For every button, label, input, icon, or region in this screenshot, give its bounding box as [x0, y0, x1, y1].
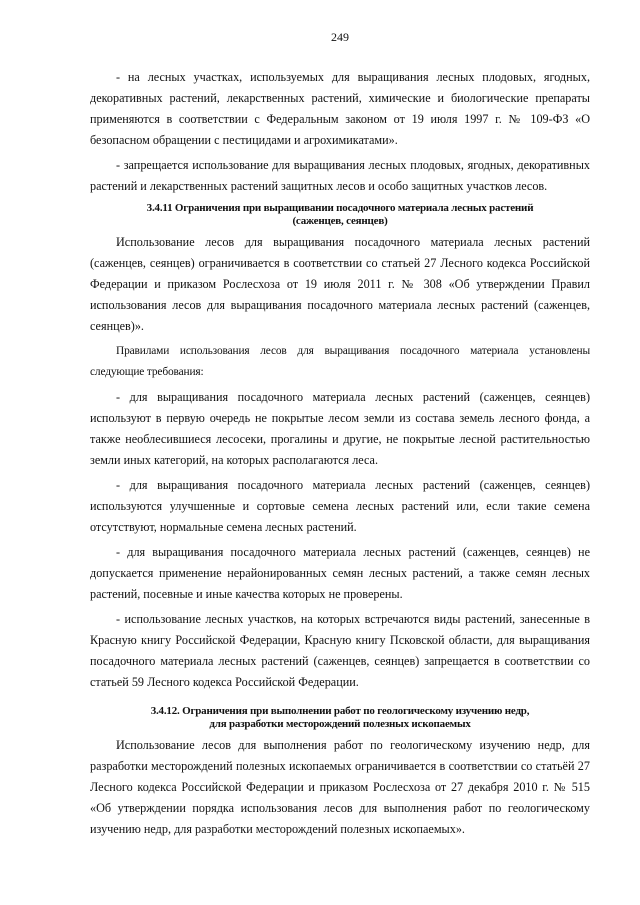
- paragraph-seedlings-intro: Использование лесов для выращивания посадочного материала лесных растений (саженцев, сеянцев) ограничивается в соответствии со статьей 27 Лесного кодекса Российской Федерации и приказом Рослесхоза от 19 июля 2011 г. № 308 «Об утверждении Правил использования лесов для выращивания посадочного материала лесных растений (саженцев, сеянцев)».: [90, 235, 590, 333]
- heading-line: 3.4.12. Ограничения при выполнении работ по геологическому изучению недр,: [150, 705, 530, 717]
- page-number: 249: [331, 30, 349, 44]
- paragraph-geology: Использование лесов для выполнения работ по геологическому изучению недр, для разработки месторождений полезных ископаемых ограничивается в соответствии со статьёй 27 Лесного кодекса Российской Федерации и приказом Рослесхоза от 27 декабря 2010 г. № 515 «Об утверждении порядка использования лесов для выполнения работ по геологическому изучению недр, для разработки месторождений полезных ископаемых».: [90, 738, 590, 836]
- paragraph-requirements: Правилами использования лесов для выращивания посадочного материала установлены следующие требования:: [90, 345, 590, 378]
- paragraph-protective-forests: - запрещается использование для выращивания лесных плодовых, ягодных, декоративных растений и лекарственных растений защитных лесов и особо защитных участков лесов.: [90, 158, 590, 193]
- paragraph-requirement-seeds: - для выращивания посадочного материала лесных растений (саженцев, сеянцев) используются улучшенные и сортовые семена лесных растений или, если такие семена отсутствуют, нормальные семена лесных растений.: [90, 478, 590, 534]
- heading-line: 3.4.11 Ограничения при выращивании посадочного материала лесных растений: [146, 202, 534, 214]
- section-heading-3-4-12: [90, 705, 590, 731]
- paragraph-requirement-unzoned: - для выращивания посадочного материала лесных растений (саженцев, сеянцев) не допускается применение нерайонированных семян лесных растений, а также семян лесных растений, посевные и иные качества которых не проверены.: [90, 545, 590, 601]
- heading-line: для разработки месторождений полезных ископаемых: [209, 718, 471, 730]
- section-heading-3-4-11: [90, 202, 590, 228]
- paragraph-requirement-lands: - для выращивания посадочного материала лесных растений (саженцев, сеянцев) используют в первую очередь не покрытые лесом земли из состава земель лесного фонда, а также необлесившиеся лесосеки, прогалины и другие, не покрытые лесной растительностью земли иных категорий, на которых располагаются леса.: [90, 390, 590, 467]
- paragraph-red-book: - использование лесных участков, на которых встречаются виды растений, занесенные в Красную книгу Российской Федерации, Красную книгу Псковской области, для выращивания посадочного материала лесных растений (саженцев, сеянцев) запрещается в соответствии со статьей 59 Лесного кодекса Российской Федерации.: [90, 612, 590, 689]
- heading-line: (саженцев, сеянцев): [292, 215, 388, 227]
- paragraph-pesticides: - на лесных участках, используемых для выращивания лесных плодовых, ягодных, декоративных растений, лекарственных растений, химические и биологические препараты применяются в соответствии с Федеральным законом от 19 июля 1997 г. № 109-ФЗ «О безопасном обращении с пестицидами и агрохимикатами».: [90, 70, 590, 147]
- document-page: [90, 30, 590, 844]
